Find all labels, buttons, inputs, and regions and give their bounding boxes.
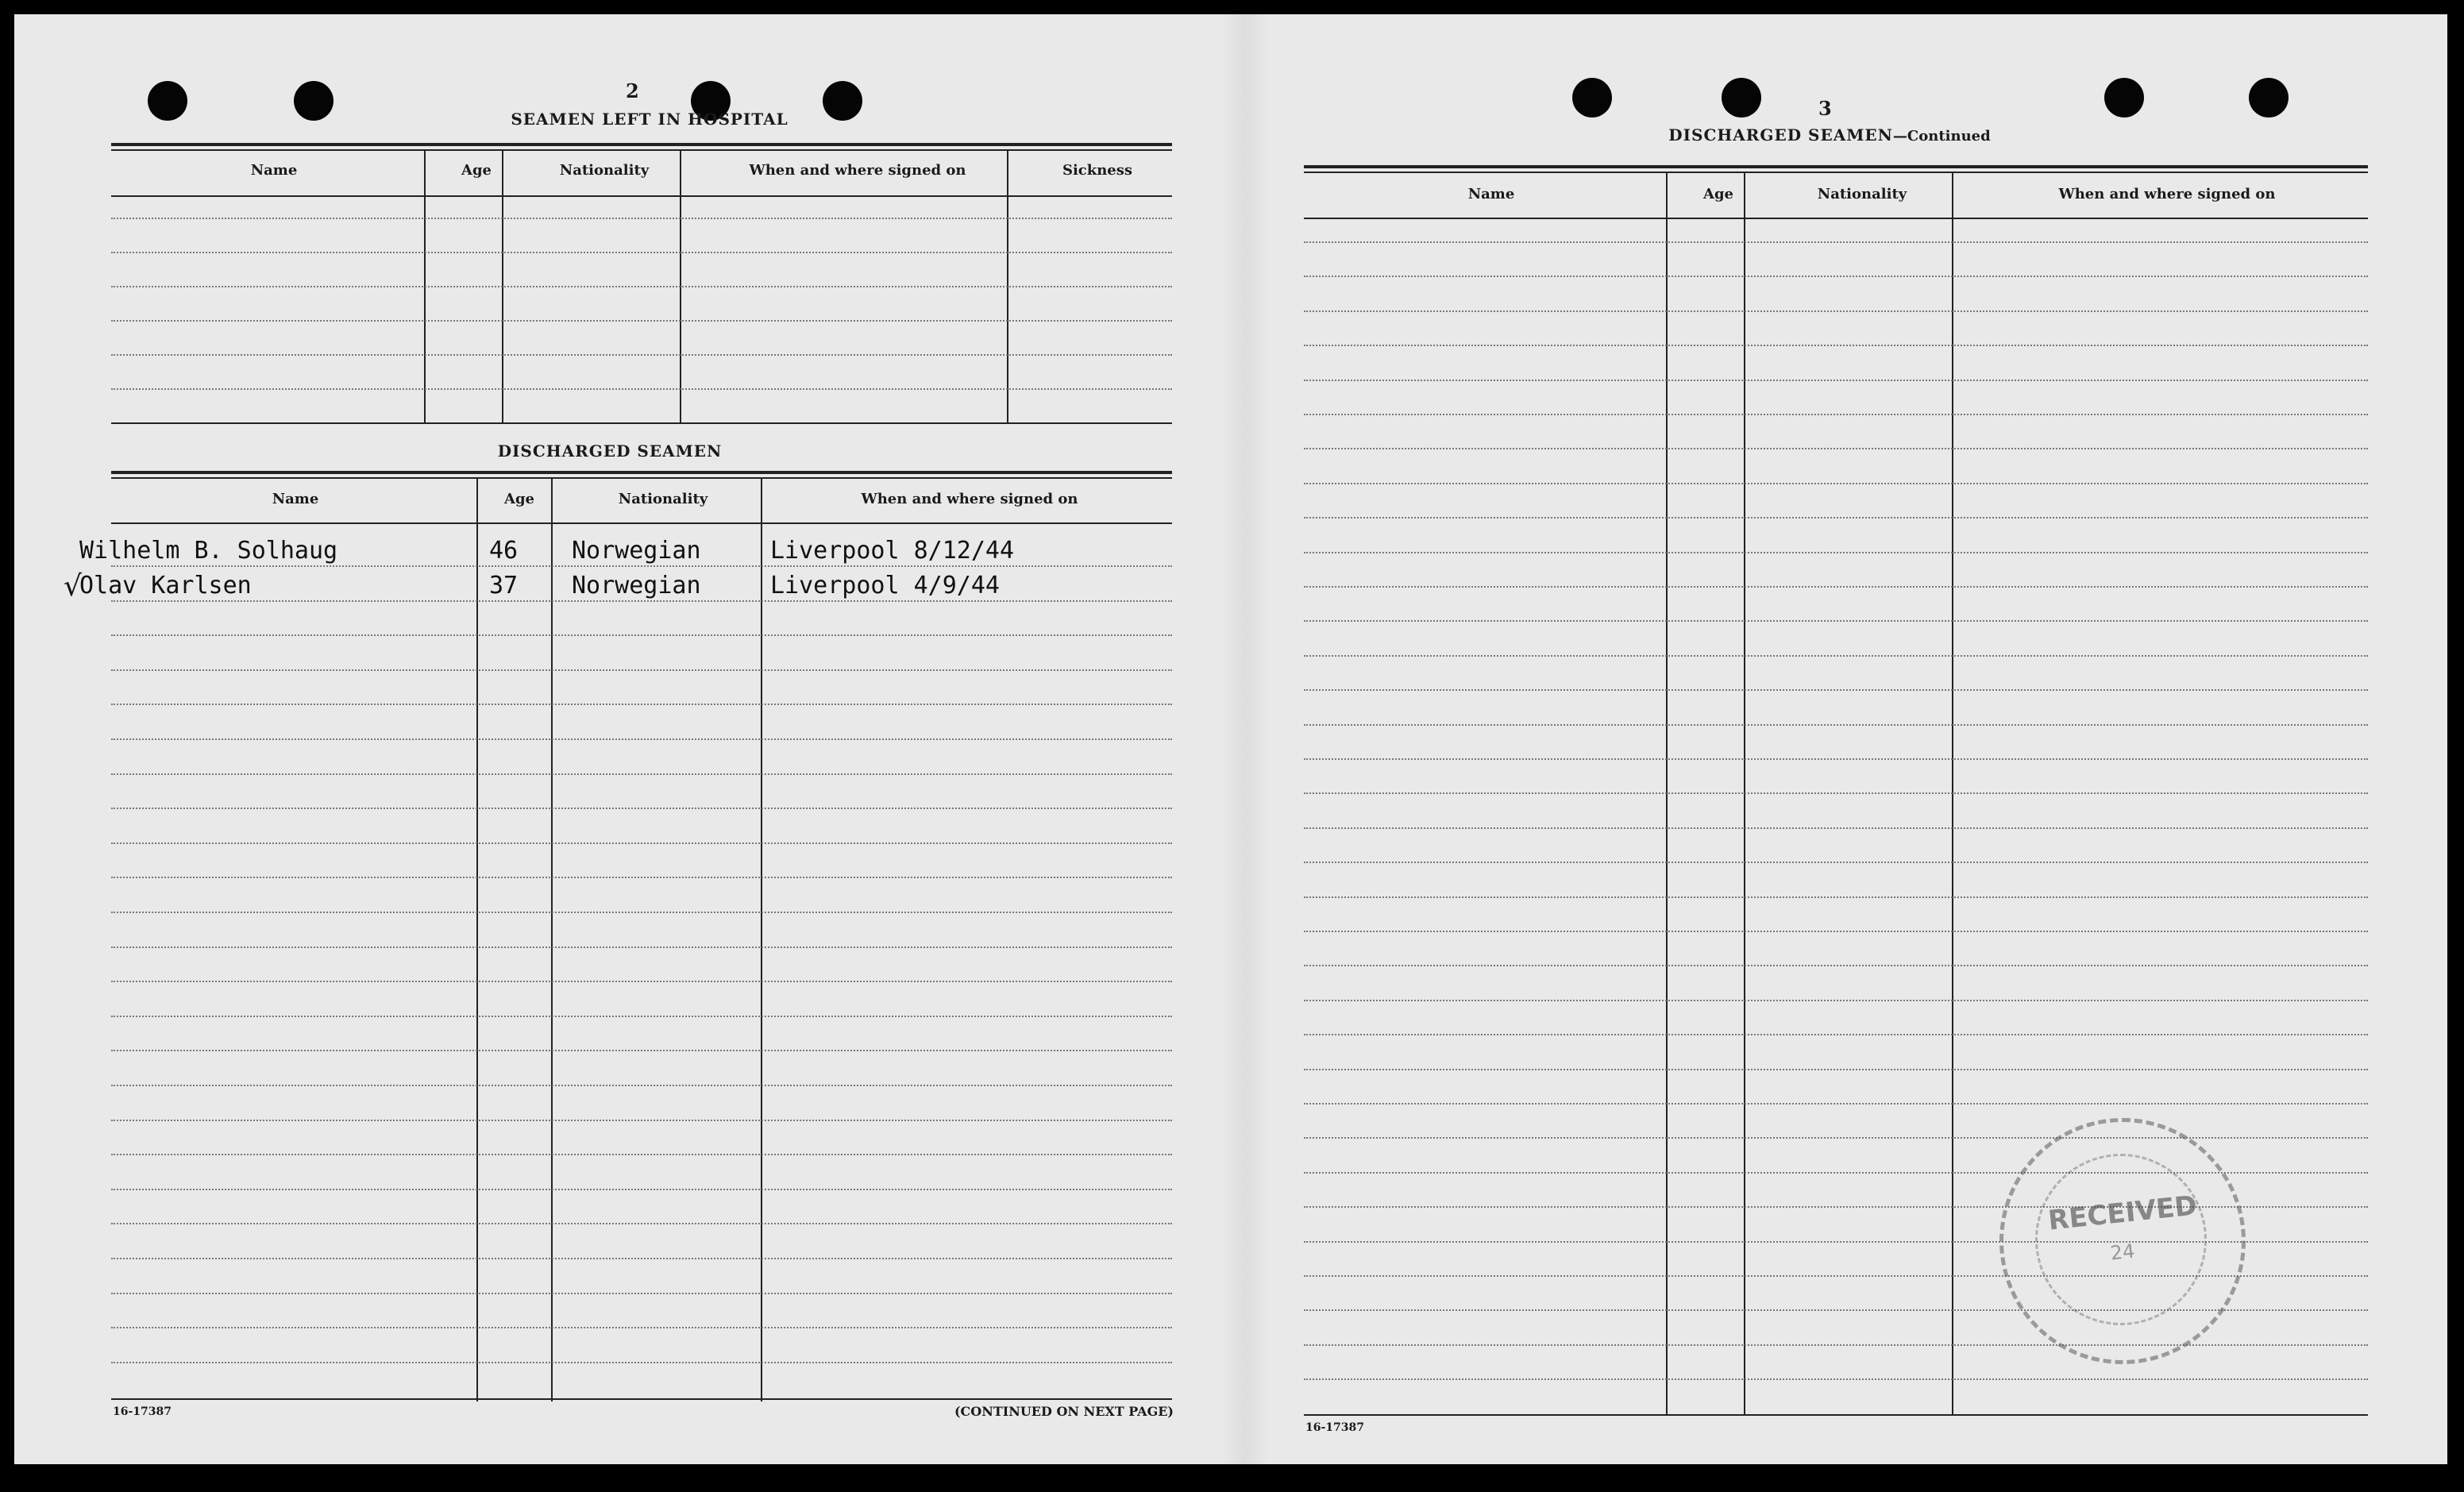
dotted-rule [111,1050,1172,1051]
continued-suffix: —Continued [1892,128,1991,145]
punch-hole [2249,78,2289,118]
dotted-rule [1304,483,2368,484]
dotted-rule [111,354,1172,356]
dotted-rule [111,842,1172,844]
row-1-name: Wilhelm B. Solhaug [79,537,338,565]
punch-hole [1722,78,1761,118]
dotted-rule [111,808,1172,809]
hospital-col-signed-on: When and where signed on [749,162,966,179]
dotted-rule [111,1085,1172,1086]
rule [111,471,1172,474]
dotted-rule [1304,724,2368,726]
rule [1304,172,2368,173]
dotted-rule [1304,689,2368,691]
hospital-col-sickness: Sickness [1062,162,1133,179]
dotted-rule [111,773,1172,775]
discharged-col-signed-on: When and where signed on [861,491,1078,507]
dotted-rule [1304,655,2368,657]
dotted-rule [111,634,1172,636]
continued-col-name: Name [1467,186,1515,202]
dotted-rule [111,286,1172,287]
rule [1304,218,2368,219]
row-2-age: 37 [489,572,519,599]
punch-hole [823,81,862,121]
row-2-name: Olav Karlsen [79,572,252,599]
discharged-continued-title [1647,125,2012,145]
dotted-rule [1304,517,2368,519]
dotted-rule [1304,310,2368,312]
dotted-rule [1304,758,2368,760]
dotted-rule [111,1362,1172,1363]
dotted-rule [111,1293,1172,1294]
dotted-rule [111,252,1172,253]
punch-hole [148,81,187,121]
dotted-rule [1304,827,2368,829]
hospital-col-nationality: Nationality [559,162,650,179]
dotted-rule [1304,276,2368,277]
dotted-rule [1304,1344,2368,1346]
punch-hole [2104,78,2144,118]
discharged-col-age: Age [503,491,534,507]
dotted-rule [1304,1069,2368,1070]
dotted-rule [1304,862,2368,863]
rule [111,195,1172,197]
column-divider [761,477,762,1401]
dotted-rule [1304,345,2368,346]
row-1-age: 46 [489,537,519,565]
dotted-rule [1304,931,2368,932]
hospital-section-title: SEAMEN LEFT IN HOSPITAL [511,110,789,129]
rule [111,522,1172,524]
row-1-signed-on: Liverpool 8/12/44 [770,537,1015,565]
dotted-rule [111,1189,1172,1190]
rule [111,477,1172,479]
dotted-rule [111,877,1172,878]
page-fold [1221,14,1269,1464]
page-number-left: 2 [626,79,639,102]
discharged-continued-title-text: DISCHARGED SEAMEN [1668,125,1893,145]
form-number-right: 16-17387 [1305,1421,1364,1434]
dotted-rule [111,946,1172,948]
rule [111,149,1172,151]
dotted-rule [111,1223,1172,1224]
discharged-section-title: DISCHARGED SEAMEN [497,441,723,461]
check-mark: √ [64,570,82,603]
dotted-rule [111,704,1172,705]
dotted-rule [1304,1034,2368,1035]
dotted-rule [111,565,1172,567]
dotted-rule [111,1016,1172,1017]
rule [111,143,1172,146]
dotted-rule [111,669,1172,671]
dotted-rule [1304,1137,2368,1139]
page-number-right: 3 [1818,97,1832,120]
stamp-date: 24 [2109,1239,2136,1265]
dotted-rule [111,1154,1172,1155]
discharged-col-name: Name [272,491,319,507]
rule [1304,165,2368,168]
dotted-rule [111,981,1172,982]
dotted-rule [111,1120,1172,1121]
received-stamp [1999,1118,2246,1364]
punch-hole [294,81,334,121]
hospital-col-name: Name [250,162,298,179]
punch-hole [1572,78,1612,118]
discharged-col-nationality: Nationality [618,491,708,507]
row-2-signed-on: Liverpool 4/9/44 [770,572,1000,599]
continued-col-age: Age [1702,186,1733,202]
continued-col-signed-on: When and where signed on [2058,186,2276,202]
document-sheet [14,14,2447,1464]
form-number-left: 16-17387 [113,1405,172,1418]
dotted-rule [111,912,1172,913]
dotted-rule [1304,586,2368,588]
dotted-rule [1304,620,2368,622]
rule [1304,1414,2368,1416]
row-2-nationality: Norwegian [572,572,701,599]
dotted-rule [1304,380,2368,381]
column-divider [551,477,553,1401]
dotted-rule [1304,1103,2368,1105]
dotted-rule [111,388,1172,390]
dotted-rule [111,218,1172,219]
continued-col-nationality: Nationality [1817,186,1907,202]
dotted-rule [111,1258,1172,1259]
dotted-rule [1304,552,2368,553]
stamp-received-text: RECEIVED [2046,1189,2199,1237]
dotted-rule [1304,965,2368,966]
dotted-rule [1304,792,2368,794]
continued-note: (CONTINUED ON NEXT PAGE) [954,1404,1174,1419]
rule [111,422,1172,424]
dotted-rule [1304,1000,2368,1001]
hospital-col-age: Age [461,162,492,179]
row-1-nationality: Norwegian [572,537,701,565]
dotted-rule [1304,414,2368,415]
rule [111,1398,1172,1400]
dotted-rule [111,738,1172,740]
dotted-rule [1304,241,2368,243]
dotted-rule [111,1327,1172,1328]
dotted-rule [1304,448,2368,449]
dotted-rule [111,600,1172,602]
dotted-rule [111,320,1172,322]
dotted-rule [1304,1378,2368,1380]
dotted-rule [1304,896,2368,898]
column-divider [476,477,478,1401]
